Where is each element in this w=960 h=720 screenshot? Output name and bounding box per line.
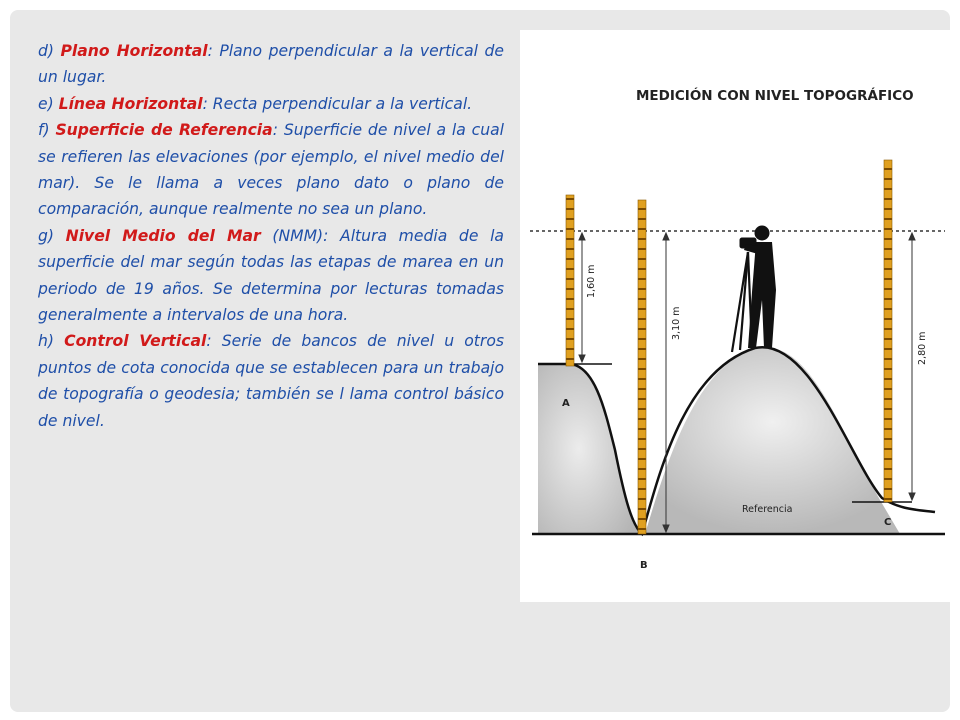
rod-c	[884, 160, 892, 502]
point-c-label: C	[884, 517, 892, 528]
reference-label: Referencia	[742, 504, 793, 515]
definition-separator: :	[272, 121, 284, 140]
definition-g	[38, 223, 504, 329]
definition-term: Plano Horizontal	[60, 42, 208, 60]
definition-h	[38, 328, 504, 434]
definition-letter: d)	[38, 42, 61, 60]
leveling-diagram	[520, 30, 950, 602]
definition-term: Superficie de Referencia	[55, 121, 273, 140]
definition-separator: :	[202, 94, 213, 113]
definition-body: (NMM): Altura media de la superficie del mar según todas las etapas de marea en un periodo de 19 años. Se determina por lecturas tomadas generalmente a intervalos de una hora.	[38, 226, 504, 325]
definition-term: Línea Horizontal	[58, 94, 203, 113]
point-b-label: B	[640, 560, 648, 571]
rod-a	[566, 195, 574, 366]
measure-c-label: 2,80 m	[917, 331, 928, 365]
definition-separator: :	[207, 42, 220, 60]
measure-a-label: 1,60 m	[586, 264, 597, 298]
definition-e	[38, 91, 504, 117]
definition-d	[38, 38, 504, 91]
definition-letter: g)	[38, 226, 66, 245]
slide-background	[10, 10, 950, 712]
definition-letter: e)	[38, 94, 59, 113]
definition-separator	[261, 227, 273, 245]
definition-body: Serie de bancos de nivel u otros puntos de cota conocida que se establecen para un trabajo de topografía o geodesia; también se l lama control básico de nivel.	[38, 332, 504, 430]
definition-letter: f)	[38, 121, 56, 140]
rod-b	[638, 200, 646, 534]
definition-body: Recta perpendicular a la vertical.	[212, 94, 473, 113]
definition-term: Control Vertical	[64, 332, 207, 351]
leveling-figure	[520, 30, 950, 602]
definition-term: Nivel Medio del Mar	[65, 226, 261, 245]
definition-body: Superficie de nivel a la cual se refieren las elevaciones (por ejemplo, el nivel medio del mar). Se le llama a veces plano dato o plano de comparación, aunque realmente no sea un plano.	[38, 121, 505, 219]
definitions-text	[38, 38, 504, 434]
definition-f	[38, 117, 504, 223]
definition-letter: h)	[38, 332, 65, 351]
definition-body: Plano perpendicular a la vertical de un lugar.	[38, 42, 504, 87]
figure-title: MEDICIÓN CON NIVEL TOPOGRÁFICO	[636, 88, 914, 104]
measure-b-label: 3,10 m	[671, 306, 682, 340]
point-a-label: A	[562, 398, 570, 409]
definition-separator: :	[206, 332, 222, 351]
terrain-left	[538, 364, 640, 534]
surveyor-silhouette	[732, 226, 776, 352]
